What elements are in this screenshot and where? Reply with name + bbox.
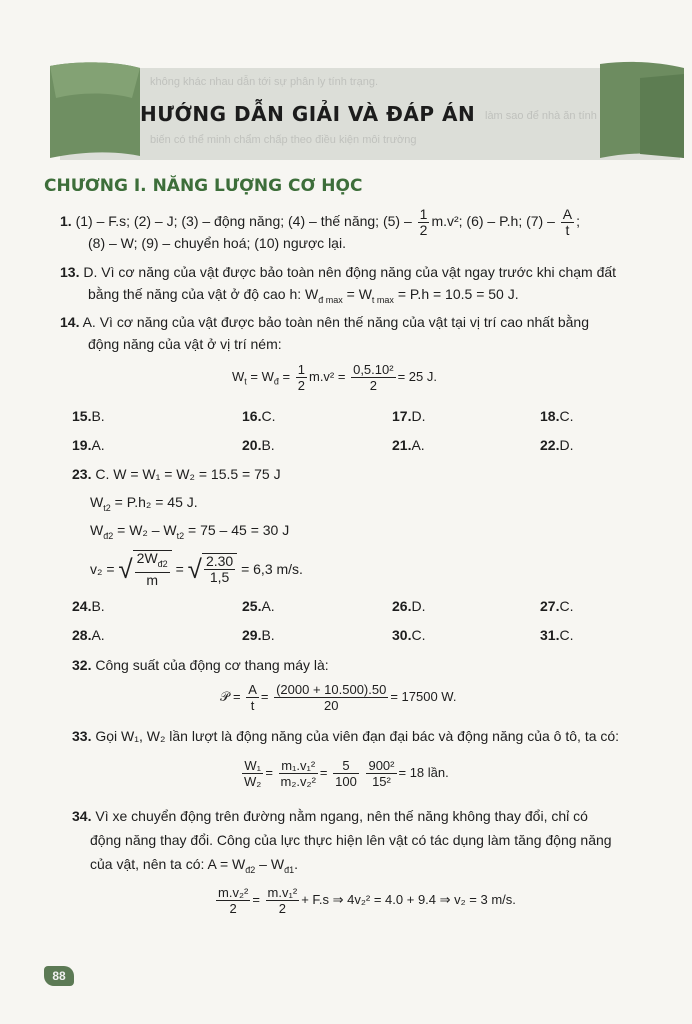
answer-item: 27. C. [540,598,574,614]
answer-row [72,437,632,457]
answer-item: 28. A. [72,627,105,643]
answer-item: 18. C. [540,408,574,424]
chapter-heading [44,176,362,196]
answer-text: bằng thế năng của vật ở độ cao h: $W_{đ max} = W_{t max} = P.h = 10.5 = 50$ J. [88,286,519,305]
answer-text: Gọi W₁, W₂ lần lượt là động năng của viên đạn đại bác và động năng của ô tô, ta có: [95,728,620,744]
chapter-prefix: CHƯƠNG I. [44,176,147,196]
banner-ghost-text: biến có thể minh chẩm chấp theo điều kiện môi trường [150,134,417,146]
answer-33 [72,727,619,745]
chapter-banner [0,58,692,170]
answer-item: 25. A. [242,598,275,614]
equation: $\frac{\text{W₁}}{\text{W₂}}$ = $\frac{\text{m₁.v₁²}}{\text{m₂.v₂²}}$ = $\frac{5}{100}$ $\frac{\text{900²}}{\text{15²}}$ = 18 lần. [244,758,449,789]
answer-item: 15. B. [72,408,105,424]
fraction: $\frac{A}{t}$ [562,206,573,238]
answer-item: 16. C. [242,408,276,424]
answer-text: m.v²; (6) – P.h; (7) – [431,213,555,230]
banner-ghost-text: không khác nhau dẫn tới sự phân ly tính trạng. [150,76,379,88]
equation: $\frac{\text{m.v₂²}}{2}$ = $\frac{\text{m.v₁²}}{2}$ + F.s ⇒ 4v₂² = 4.0 + 9.4 ⇒ v₂ = 3 m/s. [218,885,516,916]
answer-text: (8) – W; (9) – chuyển hoá; (10) ngược lại. [88,235,346,251]
question-number: 13. [60,264,80,280]
answer-text: của vật, nên ta có: $A = W_{đ2} - W_{đ1}$. [90,856,298,875]
answer-text: (1) – F.s; (2) – J; (3) – động năng; (4) – thế năng; (5) – [75,213,412,230]
answer-text: ; [576,213,581,230]
page-number: 88 [44,966,74,986]
answer-item: 19. A. [72,437,105,453]
chapter-title: NĂNG LƯỢNG CƠ HỌC [152,176,363,196]
equation: $W_t = W_đ$ = $\frac{1}{2}$ m.v² = $\frac{\text{0,5.10²}}{2}$ = 25 J. [232,362,437,393]
equation: $W_{t2} = P.h_2 = 45$ J. [90,494,198,513]
answer-34 [72,807,588,825]
square-root: √ $\frac{2.30}{1,5}$ [188,553,238,585]
question-number: 32. [72,657,92,673]
question-number: 34. [72,808,92,824]
answer-text: C. W = W₁ = W₂ = 15.5 = 75 J [95,466,281,482]
answer-item: 26. D. [392,598,426,614]
equation: v₂ = √ $\frac{2W_{đ2}}{m}$ = √ $\frac{2.30}{1,5}$ = 6,3 m/s. [90,550,303,588]
answer-text: động năng thay đổi. Công của lực thực hiện lên vật có tác dụng làm tăng động năng [90,832,612,848]
question-number: 14. [60,314,80,330]
answer-row [72,598,632,618]
answer-item: 20. B. [242,437,275,453]
answer-item: 31. C. [540,627,574,643]
page-title: HƯỚNG DẪN GIẢI VÀ ĐÁP ÁN [140,102,476,126]
answer-text: A. Vì cơ năng của vật được bảo toàn nên thế năng của vật tại vị trí cao nhất bằng [82,314,589,330]
question-number: 23. [72,466,92,482]
answer-item: 21. A. [392,437,425,453]
answer-item: 30. C. [392,627,426,643]
answer-item: 22. D. [540,437,574,453]
answer-text: động năng của vật ở vị trí ném: [88,336,282,352]
answer-32 [72,656,329,674]
answer-23 [72,465,281,483]
equation: 𝒫 = $\frac{A}{t}$ = $\frac{(2000 + 10.500).50}{20}$ = 17500 W. [220,682,457,713]
answer-text: Vì xe chuyển động trên đường nằm ngang, nên thế năng không thay đổi, chỉ có [95,808,588,824]
equation: $W_{đ2} = W_2 - W_{t2} = 75 - 45 = 30$ J [90,522,290,541]
question-number: 1. [60,213,72,230]
answer-13 [60,263,616,281]
answer-14 [60,313,589,331]
answer-row [72,627,632,647]
banner-ghost-text: làm sao để nhà ăn tính [485,110,597,122]
answer-text: D. Vì cơ năng của vật được bảo toàn nên động năng của vật ngay trước khi chạm đất [83,264,617,280]
question-number: 33. [72,728,92,744]
fraction: $\frac{1}{2}$ [419,206,428,238]
answer-text: Công suất của động cơ thang máy là: [95,657,329,673]
answer-item: 24. B. [72,598,105,614]
answer-item: 17. D. [392,408,426,424]
answer-row [72,408,632,428]
answer-item: 29. B. [242,627,275,643]
square-root: √ $\frac{2W_{đ2}}{m}$ [118,550,171,588]
